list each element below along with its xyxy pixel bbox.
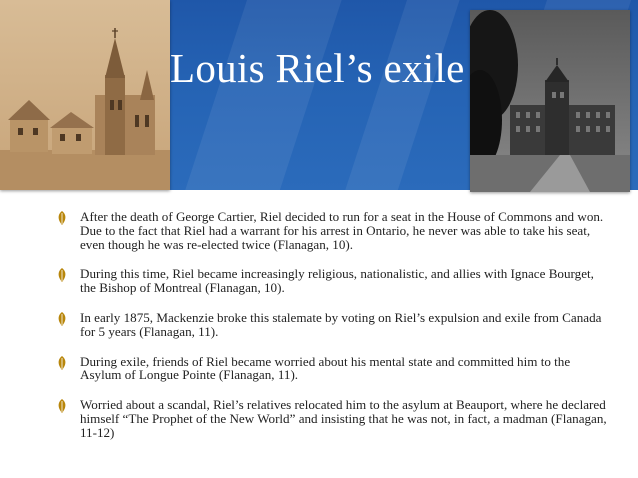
leaf-bullet-icon	[56, 268, 68, 282]
bullet-list	[56, 210, 612, 456]
church-photo	[0, 0, 170, 190]
leaf-bullet-icon	[56, 211, 68, 225]
bullet-text: In early 1875, Mackenzie broke this stalemate by voting on Riel’s expulsion and exile from Canada for 5 years (Flanagan, 11).	[80, 309, 602, 339]
bullet-text: During exile, friends of Riel became worried about his mental state and committed him to the Asylum of Longue Pointe (Flanagan, 11).	[80, 353, 571, 383]
bullet-text: After the death of George Cartier, Riel decided to run for a seat in the House of Commons and won. Due to the fact that Riel had a warrant for his arrest in Ontario, he never was able to take his seat, even though he was re-elected twice (Flanagan, 10).	[80, 209, 604, 252]
bullet-item	[56, 210, 612, 251]
leaf-bullet-icon	[56, 312, 68, 326]
slide-title: Louis Riel’s exile	[170, 45, 465, 91]
bullet-item	[56, 398, 612, 439]
leaf-bullet-icon	[56, 356, 68, 370]
bullet-text: Worried about a scandal, Riel’s relatives relocated him to the asylum at Beauport, where he declared himself “The Prophet of the New World” and insisting that he was not, in fact, a madman (Flanagan, 11-12)	[80, 397, 607, 440]
bullet-item	[56, 355, 612, 383]
asylum-photo	[470, 10, 630, 192]
bullet-item	[56, 267, 612, 295]
bullet-item	[56, 311, 612, 339]
leaf-bullet-icon	[56, 399, 68, 413]
bullet-text: During this time, Riel became increasingly religious, nationalistic, and allies with Ignace Bourget, the Bishop of Montreal (Flanagan, 10).	[80, 266, 594, 296]
